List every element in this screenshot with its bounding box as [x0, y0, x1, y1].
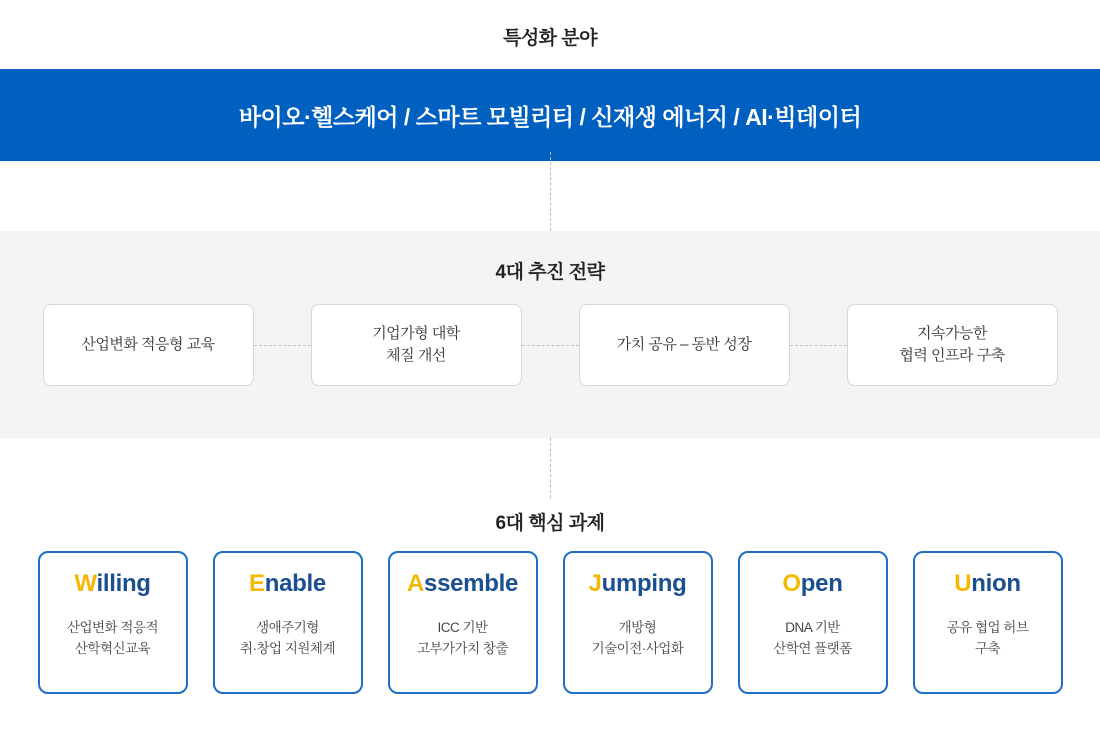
specialization-banner — [0, 69, 1100, 161]
connector-line-bottom — [550, 438, 551, 498]
task-word-willing — [74, 572, 150, 596]
task-desc-enable — [240, 618, 335, 660]
task-rest-jumping: umping — [601, 570, 687, 597]
task-rest-open: pen — [800, 570, 843, 597]
task-desc-open — [773, 618, 852, 660]
strategy-box-2-line2: 체질 개선 — [386, 347, 446, 364]
task-box-jumping — [563, 551, 713, 694]
task-box-enable — [213, 551, 363, 694]
strategy-box-3 — [579, 304, 790, 386]
strategy-box-1 — [43, 304, 254, 386]
tasks-row — [0, 551, 1100, 694]
task-initial-j: J — [588, 570, 602, 597]
specialization-title: 특성화 분야 — [502, 28, 598, 49]
strategy-box-2 — [311, 304, 522, 386]
task-desc-union-line1: 공유 협업 허브 — [946, 620, 1029, 635]
task-desc-open-line1: DNA 기반 — [785, 620, 840, 635]
strategy-box-2-line1: 기업가형 대학 — [372, 325, 460, 343]
strategy-box-4-line2: 협력 인프라 구축 — [899, 347, 1005, 364]
task-initial-o: O — [782, 570, 801, 597]
task-word-assemble — [407, 572, 518, 596]
task-box-union — [913, 551, 1063, 694]
task-box-assemble — [388, 551, 538, 694]
strategy-section — [0, 231, 1100, 438]
task-desc-union-line2: 구축 — [974, 640, 1001, 656]
task-desc-willing — [67, 618, 158, 660]
task-word-union — [954, 572, 1021, 596]
specialization-banner-text: 바이오·헬스케어 / 스마트 모빌리티 / 신재생 에너지 / AI·빅데이터 — [238, 103, 862, 130]
task-desc-jumping-line1: 개방형 — [618, 620, 657, 635]
task-word-jumping — [589, 572, 687, 596]
task-box-open — [738, 551, 888, 694]
connector-line-h1 — [254, 345, 311, 346]
task-rest-assemble: ssemble — [424, 570, 518, 597]
connector-line-top — [550, 152, 551, 231]
task-desc-assemble — [417, 618, 508, 660]
task-word-open — [782, 572, 842, 596]
task-desc-jumping-line2: 기술이전·사업화 — [591, 640, 684, 656]
task-initial-u: U — [954, 570, 972, 597]
task-rest-willing: illing — [96, 570, 151, 597]
strategy-box-4-line1: 지속가능한 — [917, 325, 987, 343]
task-rest-union: nion — [971, 570, 1021, 597]
task-initial-w: W — [74, 570, 97, 597]
task-initial-e: E — [249, 570, 265, 597]
task-desc-willing-line1: 산업변화 적응적 — [66, 620, 159, 635]
strategy-title: 4대 추진 전략 — [495, 262, 605, 283]
task-initial-a: A — [406, 570, 425, 597]
task-desc-willing-line2: 산학혁신교육 — [74, 640, 151, 656]
strategy-box-1-line1: 산업변화 적응형 교육 — [81, 336, 215, 354]
task-desc-open-line2: 산학연 플랫폼 — [773, 640, 852, 656]
task-box-willing — [38, 551, 188, 694]
task-rest-enable: nable — [264, 570, 326, 597]
connector-line-h2 — [522, 345, 579, 346]
task-desc-enable-line1: 생애주기형 — [256, 620, 319, 635]
task-desc-jumping — [592, 618, 684, 660]
task-desc-assemble-line1: ICC 기반 — [437, 620, 488, 635]
task-desc-enable-line2: 취·창업 지원체계 — [239, 640, 336, 656]
strategy-box-3-line1: 가치 공유 – 동반 성장 — [616, 336, 752, 354]
task-desc-assemble-line2: 고부가가치 창출 — [416, 640, 509, 656]
connector-line-h3 — [790, 345, 847, 346]
task-word-enable — [249, 572, 326, 596]
tasks-title: 6대 핵심 과제 — [495, 513, 605, 534]
strategy-row — [0, 304, 1100, 386]
task-desc-union — [947, 618, 1029, 660]
strategy-box-4 — [847, 304, 1058, 386]
